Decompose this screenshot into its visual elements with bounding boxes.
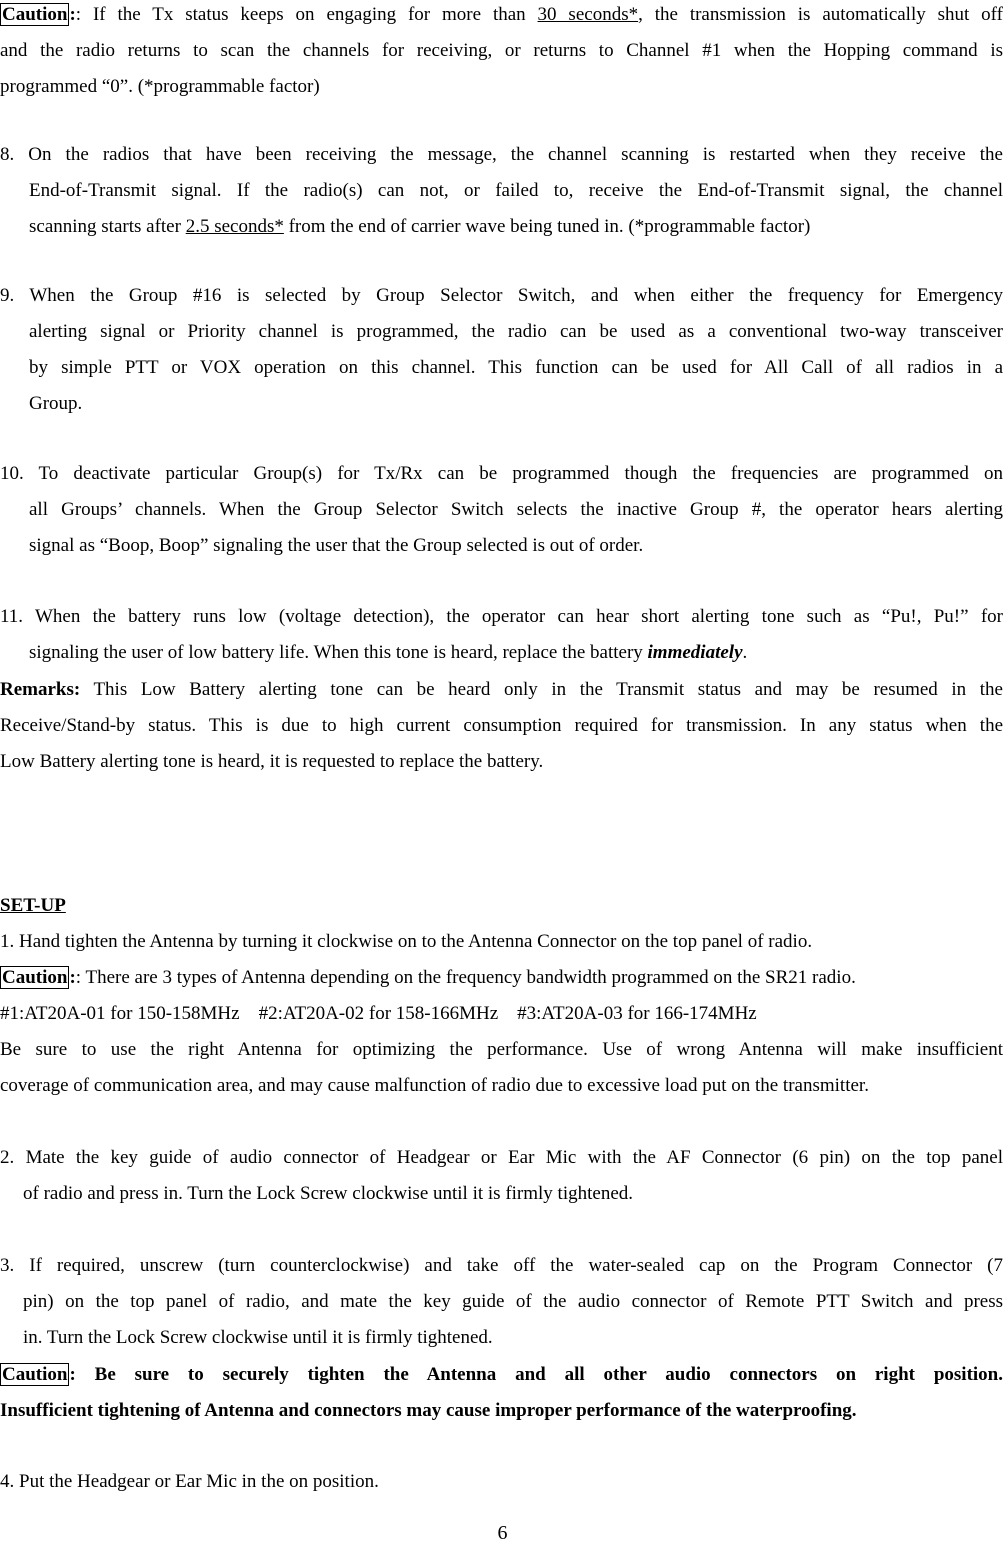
- caution-label: Caution: [2, 4, 68, 25]
- item-9-line-3: by simple PTT or VOX operation on this channel. This function can be used for All Call of all radios in a: [29, 357, 1003, 378]
- item-11-line-2: signaling the user of low battery life. When this tone is heard, replace the battery immediately.: [29, 642, 748, 663]
- thirty-seconds: 30 seconds*: [537, 4, 639, 25]
- caution-tx-line-1: Caution :: If the Tx status keeps on engaging for more than 30 seconds*, the transmission is automatically shut off: [2, 4, 1003, 25]
- item-8-line-3: scanning starts after 2.5 seconds* from the end of carrier wave being tuned in. (*programmable factor): [29, 216, 811, 237]
- setup-step-4: 4. Put the Headgear or Ear Mic in the on position.: [0, 1471, 379, 1492]
- setup-sure-line-1: Be sure to use the right Antenna for optimizing the performance. Use of wrong Antenna will make insufficient: [0, 1039, 1003, 1060]
- setup-heading: SET-UP: [0, 895, 66, 916]
- setup-step-3-line-1: 3. If required, unscrew (turn counterclockwise) and take off the water-sealed cap on the Program Connector (7: [0, 1255, 1003, 1276]
- remarks-label: Remarks:: [0, 679, 81, 700]
- setup-step-1: 1. Hand tighten the Antenna by turning it clockwise on to the Antenna Connector on the top panel of radio.: [0, 931, 813, 952]
- two-point-five-seconds: 2.5 seconds*: [185, 216, 284, 237]
- caution-tx-line-3: programmed “0”. (*programmable factor): [0, 76, 320, 97]
- setup-caution-1: Caution :: There are 3 types of Antenna depending on the frequency bandwidth programmed on the SR21 radio.: [2, 967, 856, 988]
- caution-label: Caution: [2, 1364, 68, 1385]
- setup-step-3-line-3: in. Turn the Lock Screw clockwise until it is firmly tightened.: [23, 1327, 493, 1348]
- item-10-line-3: signal as “Boop, Boop” signaling the user that the Group selected is out of order.: [29, 535, 644, 556]
- caution-tx-line-2: and the radio returns to scan the channels for receiving, or returns to Channel #1 when the Hopping command is: [0, 40, 1003, 61]
- setup-step-3-line-2: pin) on the top panel of radio, and mate the key guide of the audio connector of Remote PTT Switch and press: [23, 1291, 1003, 1312]
- remarks-line-3: Low Battery alerting tone is heard, it is requested to replace the battery.: [0, 751, 544, 772]
- item-9-line-2: alerting signal or Priority channel is programmed, the radio can be used as a conventional two-way transceiver: [29, 321, 1003, 342]
- item-10-line-2: all Groups’ channels. When the Group Selector Switch selects the inactive Group #, the operator hears alerting: [29, 499, 1003, 520]
- setup-step-2-line-1: 2. Mate the key guide of audio connector of Headgear or Ear Mic with the AF Connector (6 pin) on the top panel: [0, 1147, 1003, 1168]
- antenna-types: #1:AT20A-01 for 150-158MHz #2:AT20A-02 for 158-166MHz #3:AT20A-03 for 166-174MHz: [0, 1003, 757, 1024]
- item-8-line-1: 8. On the radios that have been receiving the message, the channel scanning is restarted when they receive the: [0, 144, 1003, 165]
- item-11-line-1: 11. When the battery runs low (voltage detection), the operator can hear short alerting tone such as “Pu!, Pu!” for: [0, 606, 1003, 627]
- immediately-emphasis: immediately: [647, 642, 743, 663]
- remarks-line-2: Receive/Stand-by status. This is due to high current consumption required for transmission. In any status when the: [0, 715, 1003, 736]
- setup-step-2-line-2: of radio and press in. Turn the Lock Screw clockwise until it is firmly tightened.: [23, 1183, 634, 1204]
- caution-label: Caution: [2, 967, 68, 988]
- setup-sure-line-2: coverage of communication area, and may cause malfunction of radio due to excessive load put on the transmitter.: [0, 1075, 869, 1096]
- setup-caution-2-line-2: Insufficient tightening of Antenna and connectors may cause improper performance of the waterproofing.: [0, 1400, 857, 1421]
- item-10-line-1: 10. To deactivate particular Group(s) for Tx/Rx can be programmed though the frequencies are programmed on: [0, 463, 1003, 484]
- page-number: 6: [497, 1522, 508, 1544]
- remarks-line-1: Remarks: This Low Battery alerting tone can be heard only in the Transmit status and may be resumed in the: [0, 679, 1003, 700]
- item-9-line-1: 9. When the Group #16 is selected by Group Selector Switch, and when either the frequency for Emergency: [0, 285, 1003, 306]
- item-9-line-4: Group.: [29, 393, 83, 414]
- setup-caution-2-line-1: Caution : Be sure to securely tighten the Antenna and all other audio connectors on right position.: [2, 1364, 1003, 1385]
- item-8-line-2: End-of-Transmit signal. If the radio(s) can not, or failed to, receive the End-of-Transmit signal, the channel: [29, 180, 1003, 201]
